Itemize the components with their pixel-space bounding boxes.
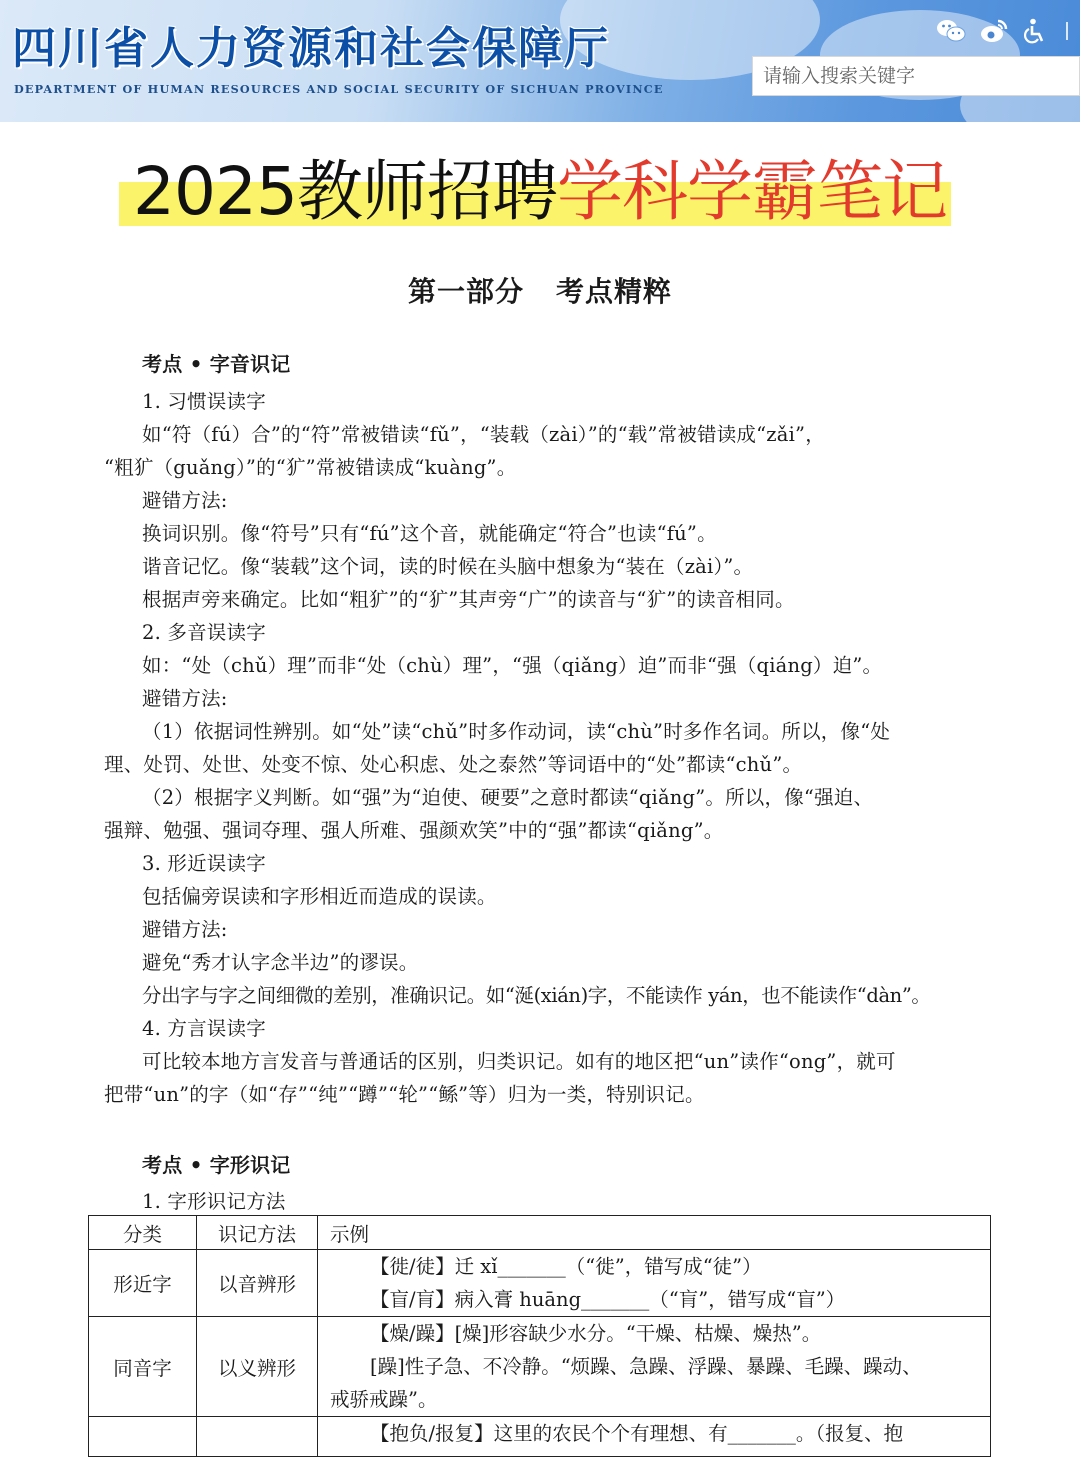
divider <box>1066 22 1068 40</box>
example-line: 【盲/肓】病入膏 huāng_______（“肓”，错写成“盲”） <box>370 1288 846 1311</box>
paragraph-line: 分出字与字之间细微的差别，准确识记。如“涎(xián)字，不能读作 yán，也不能读作“dàn”。 <box>142 984 931 1007</box>
document-title <box>0 150 1080 234</box>
site-title[interactable]: 四川省人力资源和社会保障厅 <box>12 23 610 74</box>
example-line: 戒骄戒躁”。 <box>330 1388 438 1411</box>
paragraph-line: 避错方法: <box>142 687 228 710</box>
section-title <box>0 270 1080 310</box>
site-subtitle: DEPARTMENT OF HUMAN RESOURCES AND SOCIAL SECURITY OF SICHUAN PROVINCE <box>14 82 664 96</box>
table-row <box>89 1250 991 1317</box>
table-header-cell: 示例 <box>318 1216 991 1250</box>
paragraph-line: 可比较本地方言发音与普通话的区别，归类识记。如有的地区把“un”读作“ong”，就可 <box>142 1050 896 1073</box>
paragraph-line: 根据声旁来确定。比如“粗犷”的“犷”其声旁“广”的读音与“犷”的读音相同。 <box>142 588 795 611</box>
search-box <box>752 56 1080 96</box>
title-black-part: 2025教师招聘 <box>133 153 557 230</box>
glyph-method-table <box>88 1215 991 1457</box>
table-cell-category: 同音字 <box>89 1317 197 1417</box>
table-cell-method <box>197 1417 318 1457</box>
example-line: 【徙/徒】迁 xǐ_______（“徙”，错写成“徒”） <box>370 1255 762 1278</box>
wechat-icon[interactable] <box>936 18 966 44</box>
paragraph-line: 谐音记忆。像“装载”这个词，读的时候在头脑中想象为“装在（zài）”。 <box>142 555 754 578</box>
weibo-icon[interactable] <box>980 18 1008 44</box>
section-name: 考点精粹 <box>556 275 673 308</box>
subheading: 4. 方言误读字 <box>142 1017 266 1040</box>
paragraph-line: （1）依据词性辨别。如“处”读“chǔ”时多作动词，读“chù”时多作名词。所以，像“处 <box>142 720 891 743</box>
site-header <box>0 0 1080 122</box>
example-line: 【抱负/报复】这里的农民个个有理想、有_______。（报复、抱 <box>370 1422 904 1445</box>
accessibility-icon[interactable] <box>1022 18 1046 44</box>
paragraph-line: 包括偏旁误读和字形相近而造成的误读。 <box>142 885 497 908</box>
paragraph-line: 如：“处（chǔ）理”而非“处（chù）理”，“强（qiǎng）迫”而非“强（qiáng）迫”。 <box>142 654 883 677</box>
table-cell-category: 形近字 <box>89 1250 197 1317</box>
table-header-cell: 识记方法 <box>197 1216 318 1250</box>
table-cell-category <box>89 1417 197 1457</box>
table-header-cell: 分类 <box>89 1216 197 1250</box>
table-row <box>89 1417 991 1457</box>
table-cell-method: 以义辨形 <box>197 1317 318 1417</box>
table-cell-examples <box>318 1317 991 1417</box>
paragraph-line: 避错方法: <box>142 918 228 941</box>
subheading: 2. 多音误读字 <box>142 621 266 644</box>
paragraph-line: 理、处罚、处世、处变不惊、处心积虑、处之泰然”等词语中的“处”都读“chǔ”。 <box>104 753 803 776</box>
subheading: 1. 习惯误读字 <box>142 390 266 413</box>
paragraph-line: “粗犷（guǎng）”的“犷”常被错读成“kuàng”。 <box>104 456 517 479</box>
example-line: 【燥/躁】[燥]形容缺少水分。“干燥、枯燥、燥热”。 <box>370 1322 822 1345</box>
search-input[interactable] <box>753 57 1073 95</box>
paragraph-line: （2）根据字义判断。如“强”为“迫使、硬要”之意时都读“qiǎng”。所以，像“强迫、 <box>142 786 874 809</box>
title-red-part: 学科学霸笔记 <box>556 153 947 230</box>
topic-heading: 考点 • 字音识记 <box>142 352 291 376</box>
topic-heading: 考点 • 字形识记 <box>142 1153 291 1177</box>
subheading: 1. 字形识记方法 <box>142 1190 286 1213</box>
table-header-row <box>89 1216 991 1250</box>
paragraph-line: 避免“秀才认字念半边”的谬误。 <box>142 951 419 974</box>
example-line: [躁]性子急、不冷静。“烦躁、急躁、浮躁、暴躁、毛躁、躁动、 <box>370 1355 922 1378</box>
paragraph-line: 强辩、勉强、强词夺理、强人所难、强颜欢笑”中的“强”都读“qiǎng”。 <box>104 819 724 842</box>
table-cell-examples <box>318 1250 991 1317</box>
paragraph-line: 避错方法: <box>142 489 228 512</box>
table-row <box>89 1317 991 1417</box>
table-cell-method: 以音辨形 <box>197 1250 318 1317</box>
paragraph-line: 换词识别。像“符号”只有“fú”这个音，就能确定“符合”也读“fú”。 <box>142 522 717 545</box>
paragraph-line: 如“符（fú）合”的“符”常被错读“fǔ”，“装载（zài）”的“载”常被错读成“zǎi”， <box>142 423 825 446</box>
section-part: 第一部分 <box>407 275 524 308</box>
subheading: 3. 形近误读字 <box>142 852 266 875</box>
header-icons <box>936 18 1068 44</box>
table-cell-examples <box>318 1417 991 1457</box>
paragraph-line: 把带“un”的字（如“存”“纯”“蹲”“轮”“鲧”等）归为一类，特别识记。 <box>104 1083 705 1106</box>
